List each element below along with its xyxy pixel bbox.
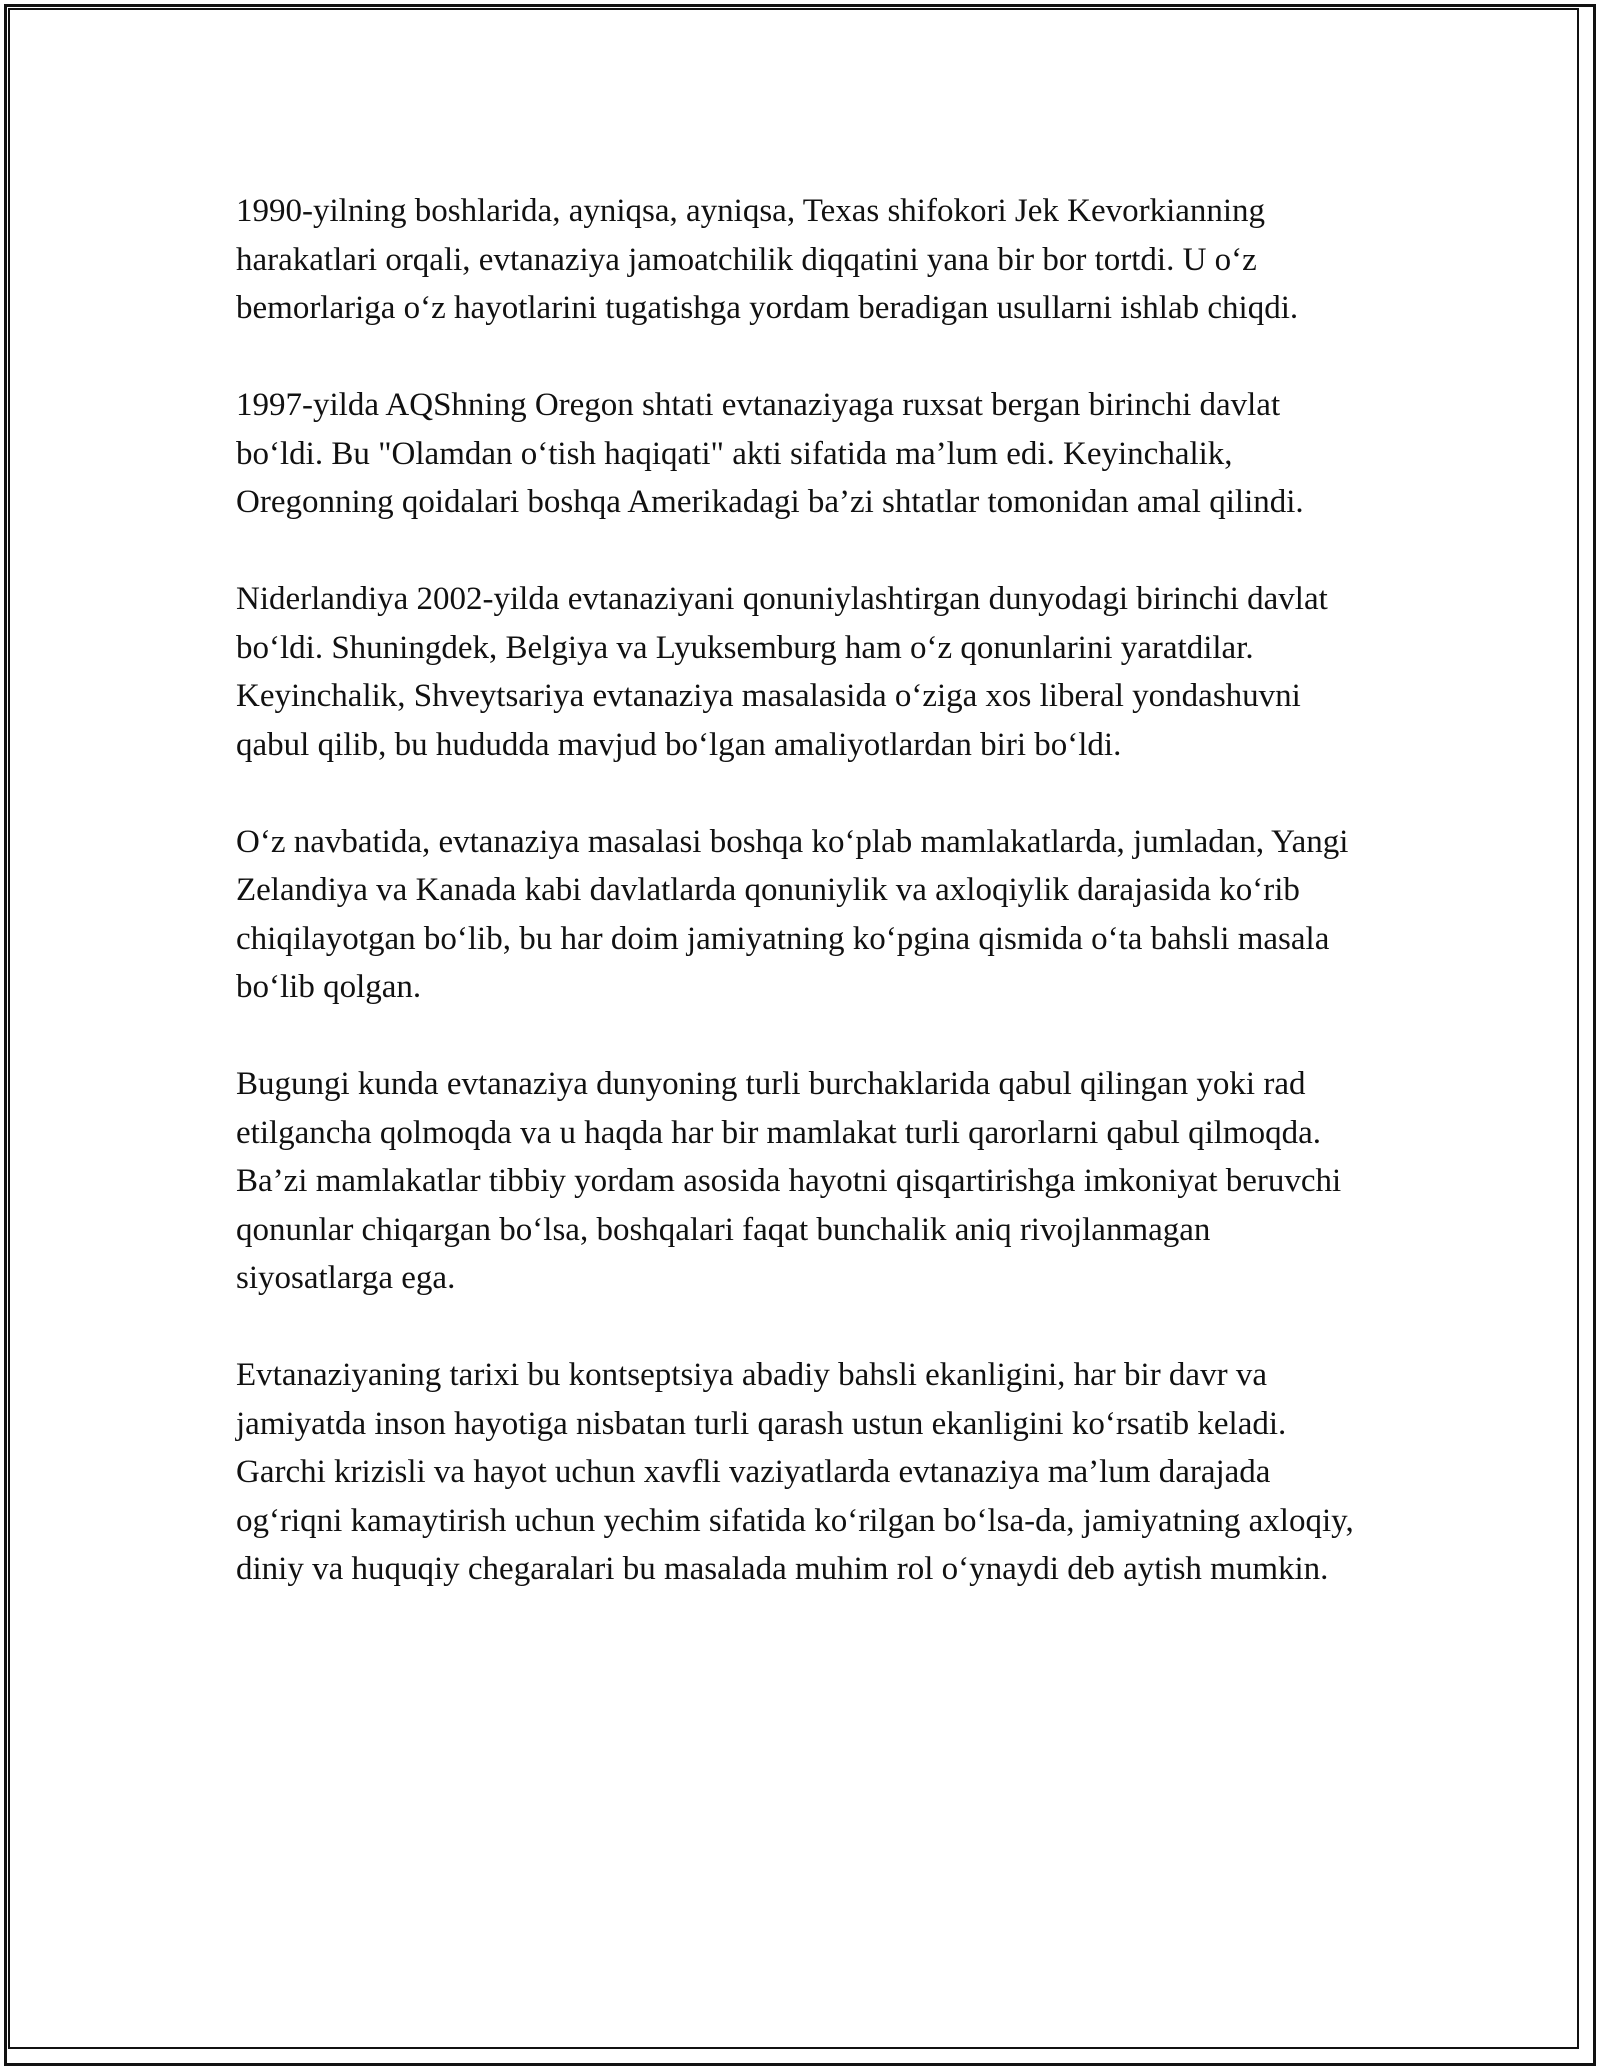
paragraph-3: Niderlandiya 2002-yilda evtanaziyani qonuniylashtirgan dunyodagi birinchi davlat bo‘ldi. Shuningdek, Belgiya va Lyuksemburg ham o‘z qonunlarini yaratdilar. Keyinchalik, Shveytsariya evtanaziya masalasida o‘ziga xos liberal yondashuvni qabul qilib, bu hududda mavjud bo‘lgan amaliyotlardan biri bo‘ldi. [236,581,1328,763]
document-body [236,187,1366,1642]
paragraph-4: O‘z navbatida, evtanaziya masalasi boshqa ko‘plab mamlakatlarda, jumladan, Yangi Zelandiya va Kanada kabi davlatlarda qonuniylik va axloqiylik darajasida ko‘rib chiqilayotgan bo‘lib, bu har doim jamiyatning ko‘pgina qismida o‘ta bahsli masala bo‘lib qolgan. [236,823,1349,1005]
paragraph-1: 1990-yilning boshlarida, ayniqsa, ayniqsa, Texas shifokori Jek Kevorkianning harakatlari orqali, evtanaziya jamoatchilik diqqatini yana bir bor tortdi. U o‘z bemorlariga o‘z hayotlarini tugatishga yordam beradigan usullarni ishlab chiqdi. [236,193,1299,326]
paragraph-5: Bugungi kunda evtanaziya dunyoning turli burchaklarida qabul qilingan yoki rad etilgancha qolmoqda va u haqda har bir mamlakat turli qarorlarni qabul qilmoqda. Ba’zi mamlakatlar tibbiy yordam asosida hayotni qisqartirishga imkoniyat beruvchi qonunlar chiqargan bo‘lsa, boshqalari faqat bunchalik aniq rivojlanmagan siyosatlarga ega. [236,1066,1342,1296]
paragraph-2: 1997-yilda AQShning Oregon shtati evtanaziyaga ruxsat bergan birinchi davlat bo‘ldi. Bu "Olamdan o‘tish haqiqati" akti sifatida ma’lum edi. Keyinchalik, Oregonning qoidalari boshqa Amerikadagi ba’zi shtatlar tomonidan amal qilindi. [236,387,1304,520]
paragraph-6: Evtanaziyaning tarixi bu kontseptsiya abadiy bahsli ekanligini, har bir davr va jamiyatda inson hayotiga nisbatan turli qarash ustun ekanligini ko‘rsatib keladi. Garchi krizisli va hayot uchun xavfli vaziyatlarda evtanaziya ma’lum darajada og‘riqni kamaytirish uchun yechim sifatida ko‘rilgan bo‘lsa-da, jamiyatning axloqiy, diniy va huquqiy chegaralari bu masalada muhim rol o‘ynaydi deb aytish mumkin. [236,1357,1354,1587]
